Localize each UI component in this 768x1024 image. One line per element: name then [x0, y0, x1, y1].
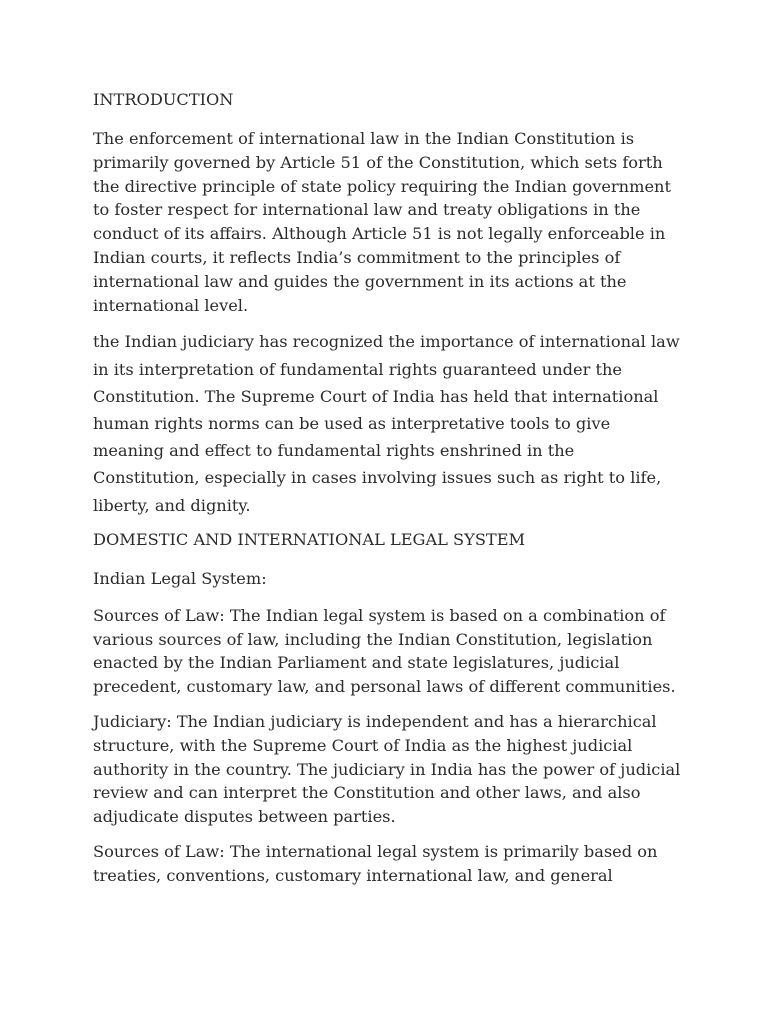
subheading-indian-legal-system: Indian Legal System: — [93, 568, 267, 588]
paragraph-sources-of-law-indian: Sources of Law: The Indian legal system is based on a combination of various sources of law, including the Indian Constitution, legislation enacted by the Indian Parliament and state legislatures, judicial precedent, customary law, and personal laws of different communities. — [93, 605, 676, 697]
paragraph-judiciary-international-law: the Indian judiciary has recognized the importance of international law in its interpretation of fundamental rights guaranteed under the Constitution. The Supreme Court of India has held that international human rights norms can be used as interpretative tools to give meaning and effect to fundamental rights enshrined in the Constitution, especially in cases involving issues such as right to life, liberty, and dignity. — [93, 332, 680, 515]
paragraph-article-51: The enforcement of international law in the Indian Constitution is primarily governed by Article 51 of the Constitution, which sets forth the directive principle of state policy requiring the Indian government to foster respect for international law and treaty obligations in the conduct of its affairs. Although Article 51 is not legally enforceable in Indian courts, it reflects India’s commitment to the principles of international law and guides the government in its actions at the international level. — [93, 129, 671, 315]
heading-legal-systems: DOMESTIC AND INTERNATIONAL LEGAL SYSTEM — [93, 529, 526, 549]
paragraph-sources-of-law-international: Sources of Law: The international legal system is primarily based on treaties, conventions, customary international law, and general — [93, 841, 658, 885]
paragraph-judiciary: Judiciary: The Indian judiciary is independent and has a hierarchical structure, with the Supreme Court of India as the highest judicial authority in the country. The judiciary in India has the power of judicial review and can interpret the Constitution and other laws, and also adjudicate disputes between parties. — [93, 711, 681, 827]
heading-introduction: INTRODUCTION — [93, 90, 234, 109]
document-body — [93, 88, 683, 899]
